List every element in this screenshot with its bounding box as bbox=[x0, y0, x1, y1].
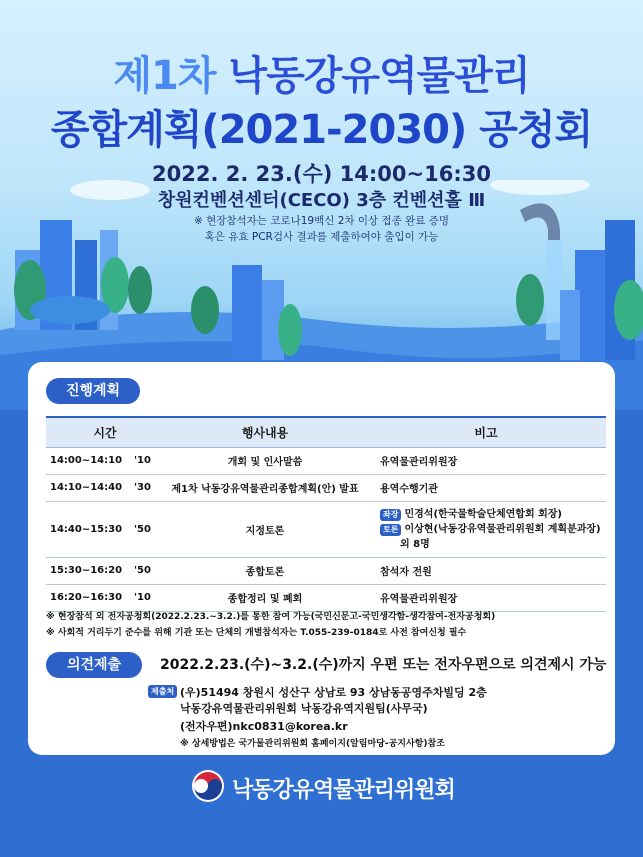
table-row bbox=[46, 557, 606, 584]
table-row bbox=[46, 501, 606, 557]
detail-note: ※ 상세방법은 국가물관리위원회 홈페이지(알림마당-공지사항)참조 bbox=[180, 739, 445, 749]
footnote-registration: ※ 사회적 거리두기 준수를 위해 기관 또는 단체의 개별참석자는 T.055-239-0184로 사전 참여신청 필수 bbox=[46, 628, 467, 638]
row-duration: '10 bbox=[130, 584, 164, 611]
row-event: 지정토론 bbox=[164, 501, 366, 557]
row-remark: 참석자 전원 bbox=[366, 557, 606, 584]
table-row bbox=[46, 447, 606, 474]
address-line-1: (우)51494 창원시 성산구 상남로 93 상남동공영주차빌딩 2층 bbox=[180, 686, 487, 699]
opinion-text: 2022.2.23.(수)~3.2.(수)까지 우편 또는 전자우편으로 의견제시 가능 bbox=[160, 657, 607, 673]
entry-note-1: ※ 현장참석자는 코로나19백신 2차 이상 접종 완료 증명 bbox=[193, 215, 450, 227]
row-remark-panel bbox=[366, 501, 606, 557]
row-duration: '50 bbox=[130, 501, 164, 557]
row-event: 종합토론 bbox=[164, 557, 366, 584]
row-time: 15:30~16:20 bbox=[46, 557, 130, 584]
row-event: 제1차 낙동강유역물관리종합계획(안) 발표 bbox=[164, 474, 366, 501]
table-row bbox=[46, 474, 606, 501]
panel-name: 이상현(낙동강유역물관리위원회 계획분과장) bbox=[404, 523, 601, 535]
footnote-online: ※ 현장참석 외 전자공청회(2022.2.23.~3.2.)를 통한 참여 가능(국민신문고-국민생각함-생각참여-전자공청회) bbox=[46, 612, 496, 622]
submission-tag: 제출처 bbox=[148, 685, 177, 698]
email-address: (전자우편)nkc0831@korea.kr bbox=[180, 720, 348, 733]
row-time: 16:20~16:30 bbox=[46, 584, 130, 611]
schedule-label: 진행계획 bbox=[46, 378, 140, 404]
row-time: 14:00~14:10 bbox=[46, 447, 130, 474]
panel-tag: 토론 bbox=[380, 524, 401, 536]
panel-line bbox=[380, 522, 602, 537]
taegeuk-icon bbox=[190, 768, 226, 804]
header-event: 행사내용 bbox=[164, 417, 366, 447]
header-remark: 비고 bbox=[366, 417, 606, 447]
event-venue: 창원컨벤션센터(CECO) 3층 컨벤션홀 Ⅲ bbox=[157, 190, 486, 211]
row-time: 14:10~14:40 bbox=[46, 474, 130, 501]
row-duration: '10 bbox=[130, 447, 164, 474]
row-event: 종합정리 및 폐회 bbox=[164, 584, 366, 611]
schedule-table bbox=[46, 416, 606, 612]
title-line2: 종합계획(2021-2030) 공청회 bbox=[50, 107, 593, 153]
schedule-header-row bbox=[46, 417, 606, 447]
chair-line bbox=[380, 507, 602, 522]
panel-more: 외 8명 bbox=[400, 538, 430, 550]
chair-name: 민경석(한국물학술단체연합회 회장) bbox=[404, 508, 562, 520]
title-rest: 낙동강유역물관리 bbox=[228, 53, 530, 99]
row-duration: '50 bbox=[130, 557, 164, 584]
row-event: 개회 및 인사말씀 bbox=[164, 447, 366, 474]
info-card bbox=[28, 362, 615, 755]
title-line1 bbox=[0, 44, 643, 101]
chair-tag: 좌장 bbox=[380, 509, 401, 521]
row-remark: 용역수행기관 bbox=[366, 474, 606, 501]
organization-name: 낙동강유역물관리위원회 bbox=[232, 778, 455, 803]
event-date: 2022. 2. 23.(수) 14:00~16:30 bbox=[152, 162, 491, 186]
row-remark: 유역물관리위원장 bbox=[366, 447, 606, 474]
opinion-label: 의견제출 bbox=[46, 652, 142, 678]
title-accent: 제1차 bbox=[113, 53, 216, 99]
entry-note-2: 혹은 유효 PCR검사 결과를 제출하여야 출입이 가능 bbox=[204, 231, 439, 243]
header-time: 시간 bbox=[46, 417, 164, 447]
address-line-2: 낙동강유역물관리위원회 낙동강유역지원팀(사무국) bbox=[180, 702, 428, 715]
table-row bbox=[46, 584, 606, 611]
row-duration: '30 bbox=[130, 474, 164, 501]
row-time: 14:40~15:30 bbox=[46, 501, 130, 557]
row-remark: 유역물관리위원장 bbox=[366, 584, 606, 611]
